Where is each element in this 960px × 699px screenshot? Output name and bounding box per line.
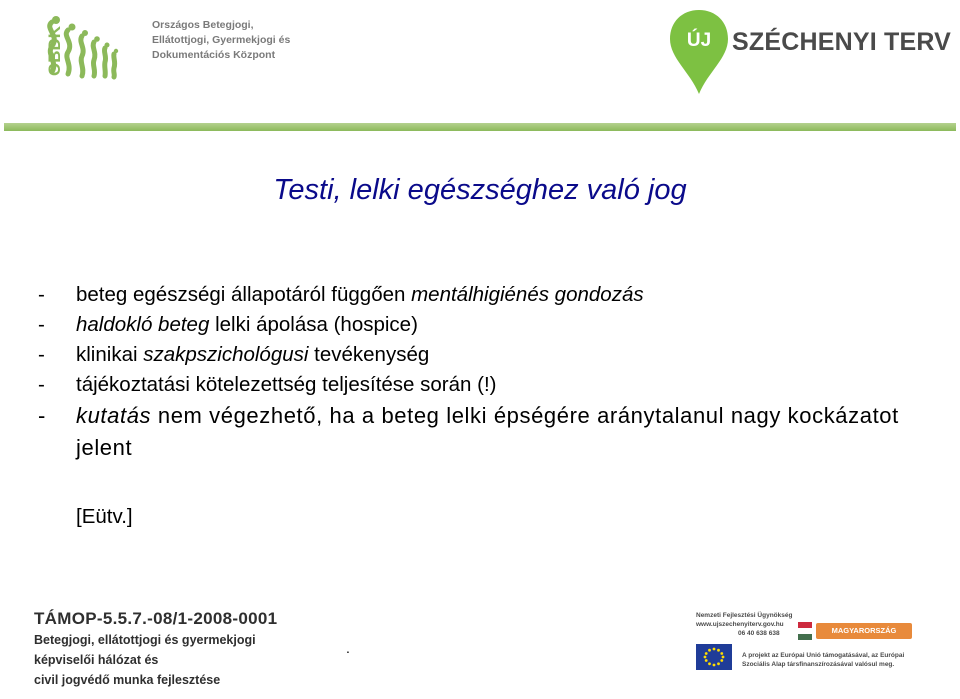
agency-url: www.ujszechenyiterv.gov.hu	[696, 621, 784, 628]
list-text: beteg egészségi állapotáról függően	[76, 283, 412, 306]
project-info	[34, 608, 277, 690]
obdk-name-line: Ellátottjogi, Gyermekjogi és	[152, 34, 291, 46]
italic-term: szakpszichológusi	[143, 343, 309, 366]
map-pin-icon	[668, 8, 730, 96]
eu-funding-block	[690, 606, 926, 684]
hungarian-flag-icon	[798, 622, 812, 640]
italic-term: mentálhigiénés gondozás	[411, 283, 644, 306]
obdk-name-line: Országos Betegjogi,	[152, 19, 254, 31]
list-dash: -	[38, 283, 45, 306]
project-line: civil jogvédő munka fejlesztése	[34, 673, 221, 687]
eu-note-line: A projekt az Európai Unió támogatásával, az Európai	[742, 652, 905, 659]
list-text: tevékenység	[308, 343, 430, 366]
agency-phone: 06 40 638 638	[738, 630, 780, 637]
list-dash: -	[38, 313, 45, 336]
bullet-list	[38, 280, 938, 464]
project-line: képviselői hálózat és	[34, 653, 159, 667]
footer-dot: .	[346, 640, 350, 656]
list-item	[38, 370, 938, 400]
italic-term: kutatás	[76, 403, 152, 428]
list-dash: -	[38, 343, 45, 366]
list-item	[38, 280, 938, 310]
project-line: Betegjogi, ellátottjogi és gyermekjogi	[34, 633, 256, 647]
list-item	[38, 310, 938, 340]
list-text: klinikai	[76, 343, 144, 366]
svg-text:OBDK: OBDK	[45, 25, 64, 76]
list-item	[38, 400, 938, 464]
szechenyi-badge: ÚJ	[686, 30, 712, 51]
szechenyi-terv-logo	[668, 8, 952, 96]
list-item	[38, 340, 938, 370]
list-text: tájékoztatási kötelezettség teljesítése során (!)	[76, 373, 497, 396]
agency-name: Nemzeti Fejlesztési Ügynökség	[696, 612, 793, 619]
project-code: TÁMOP-5.5.7.-08/1-2008-0001	[34, 609, 278, 628]
obdk-letters	[42, 14, 66, 78]
obdk-name-line: Dokumentációs Központ	[152, 49, 276, 61]
eu-flag-icon	[696, 644, 732, 670]
list-dash: -	[38, 373, 45, 396]
list-text: lelki ápolása (hospice)	[209, 313, 418, 336]
list-dash: -	[38, 403, 46, 428]
header-divider	[4, 123, 956, 131]
list-text: nem végezhető, ha a beteg lelki épségére aránytalanul nagy kockázatot jelent	[76, 403, 899, 460]
szechenyi-name: SZÉCHENYI TERV	[732, 28, 952, 56]
eu-note-line: Szociális Alap társfinanszírozásával valósul meg.	[742, 661, 895, 668]
slide-title: Testi, lelki egészséghez való jog	[273, 174, 687, 206]
legal-reference: [Eütv.]	[76, 505, 133, 528]
obdk-name	[152, 18, 290, 63]
italic-term: haldokló beteg	[76, 313, 210, 336]
obdk-logo	[42, 14, 291, 84]
magyarorszag-megujul-badge: MAGYARORSZÁG MEGÚJUL	[816, 623, 912, 639]
